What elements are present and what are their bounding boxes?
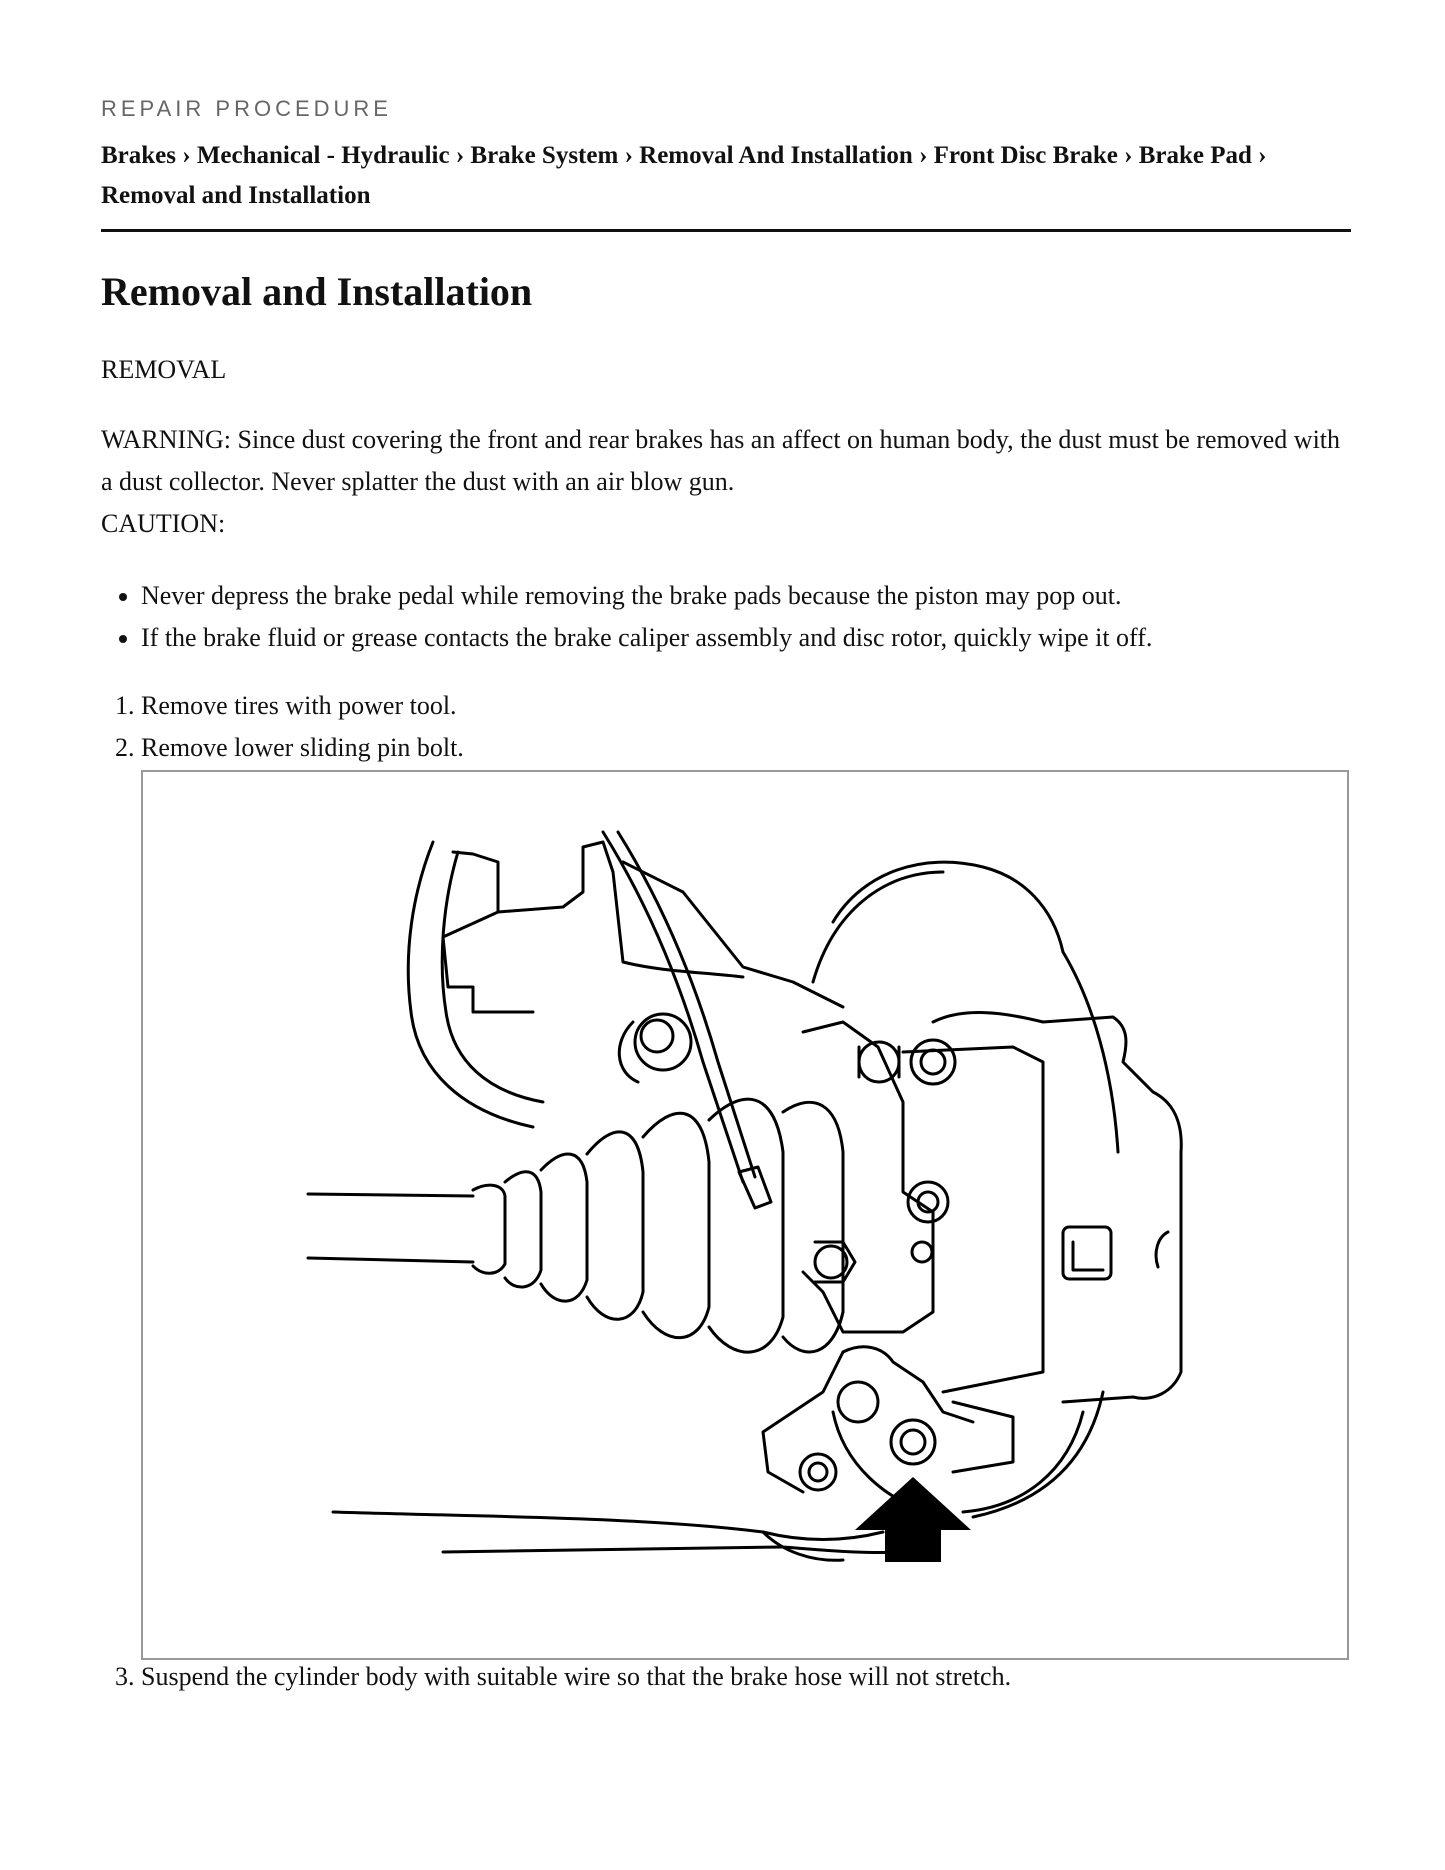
breadcrumb-separator: › (919, 142, 934, 169)
procedure-figure (141, 770, 1349, 1660)
caution-list (101, 575, 1391, 659)
page-title: Removal and Installation (101, 269, 533, 314)
list-item: 1. Remove tires with power tool. (141, 685, 1391, 727)
breadcrumb-item-current: Removal and Installation (101, 182, 371, 209)
arrow-up-icon (855, 1477, 971, 1562)
caution-label: CAUTION: (101, 509, 226, 538)
warning-text: WARNING: Since dust covering the front and rear brakes has an affect on human body, the dust must be removed with a dust collector. Never splatter the dust with an air blow gun. (101, 425, 1341, 496)
brake-caliper-illustration (143, 772, 1347, 1658)
procedure-steps (101, 685, 1391, 769)
kicker-label: REPAIR PROCEDURE (101, 96, 392, 121)
list-item: • If the brake fluid or grease contacts the brake caliper assembly and disc rotor, quickly wipe it off. (141, 617, 1391, 659)
breadcrumb-item[interactable]: Brakes (101, 142, 176, 169)
breadcrumb-item[interactable]: Mechanical - Hydraulic (196, 142, 450, 169)
breadcrumb-separator: › (1124, 142, 1139, 169)
list-item: • Never depress the brake pedal while removing the brake pads because the piston may pop out. (141, 575, 1391, 617)
list-item: 3. Suspend the cylinder body with suitable wire so that the brake hose will not stretch. (141, 1656, 1391, 1698)
section-label: REMOVAL (101, 355, 227, 384)
breadcrumb-separator: › (182, 142, 197, 169)
breadcrumb-item[interactable]: Brake Pad (1138, 142, 1252, 169)
breadcrumb-separator: › (1258, 142, 1267, 169)
breadcrumb-separator: › (455, 142, 471, 169)
breadcrumb (101, 136, 1351, 216)
breadcrumb-item[interactable]: Front Disc Brake (933, 142, 1118, 169)
breadcrumb-separator: › (624, 142, 640, 169)
procedure-steps-continued (101, 1656, 1391, 1698)
list-item: 2. Remove lower sliding pin bolt. (141, 727, 1391, 769)
header-divider (101, 229, 1351, 232)
breadcrumb-item[interactable]: Removal And Installation (639, 142, 913, 169)
breadcrumb-item[interactable]: Brake System (470, 142, 619, 169)
